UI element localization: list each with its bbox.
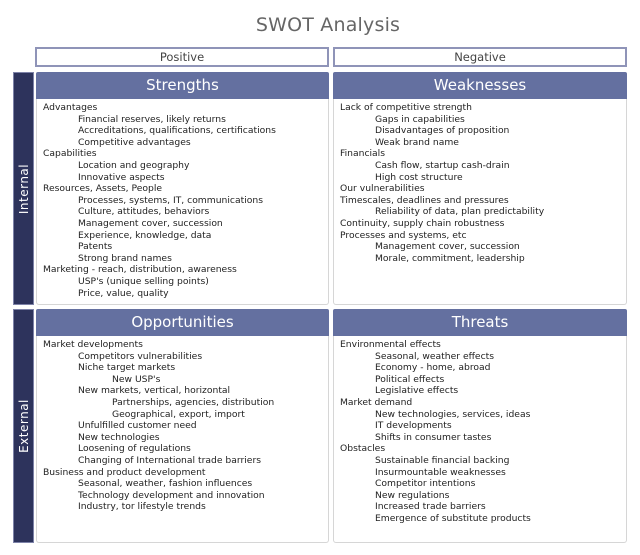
quadrant-strengths-title: Strengths	[36, 72, 329, 99]
list-item: Capabilities	[43, 148, 97, 160]
list-item: Price, value, quality	[78, 287, 169, 299]
list-item: Industry, tor lifestyle trends	[78, 501, 206, 513]
list-item: Our vulnerabilities	[340, 183, 425, 195]
list-item: Cash flow, startup cash-drain	[375, 159, 510, 171]
list-item: Experience, knowledge, data	[78, 229, 212, 241]
diagram-title: SWOT Analysis	[255, 14, 401, 36]
list-item: Obstacles	[340, 443, 386, 455]
list-item: Competitive advantages	[78, 136, 191, 148]
column-header-positive: Positive	[35, 47, 329, 67]
list-item: Loosening of regulations	[78, 443, 191, 455]
list-item: New regulations	[375, 489, 450, 501]
list-item: Increased trade barriers	[375, 501, 486, 513]
list-item: Timescales, deadlines and pressures	[340, 194, 509, 206]
list-item: Resources, Assets, People	[43, 183, 163, 195]
list-item: Geographical, export, import	[112, 408, 245, 420]
list-item: Advantages	[43, 102, 98, 113]
list-item: Seasonal, weather effects	[375, 350, 495, 362]
list-item: Morale, commitment, leadership	[375, 252, 525, 264]
column-header-negative: Negative	[333, 47, 627, 67]
list-item: Business and product development	[43, 466, 206, 478]
quadrant-strengths	[36, 72, 329, 305]
list-item: Economy - home, abroad	[375, 362, 491, 374]
quadrant-opportunities-list	[36, 336, 329, 543]
list-item: New markets, vertical, horizontal	[78, 385, 231, 397]
list-item: Lack of competitive strength	[340, 102, 472, 113]
quadrant-threats	[333, 309, 627, 543]
quadrant-weaknesses	[333, 72, 627, 305]
list-item: Partnerships, agencies, distribution	[112, 396, 275, 408]
list-item: Unfulfilled customer need	[78, 420, 197, 432]
list-item: Weak brand name	[375, 136, 459, 148]
row-label-internal-text: Internal	[16, 163, 31, 214]
row-label-external-text: External	[16, 399, 31, 453]
list-item: New technologies, services, ideas	[375, 408, 531, 420]
list-item: Innovative aspects	[78, 171, 165, 183]
list-item: Competitors vulnerabilities	[78, 350, 203, 362]
list-item: Management cover, succession	[78, 217, 223, 229]
list-item: Processes and systems, etc	[340, 229, 467, 241]
list-item: Processes, systems, IT, communications	[78, 194, 263, 206]
list-item: Disadvantages of proposition	[375, 125, 510, 137]
list-item: Competitor intentions	[375, 478, 476, 490]
list-item: Seasonal, weather, fashion influences	[78, 478, 253, 490]
list-item: High cost structure	[375, 171, 463, 183]
list-item: Financials	[340, 148, 386, 160]
list-item: Reliability of data, plan predictability	[375, 206, 545, 218]
list-item: Changing of International trade barriers	[78, 454, 262, 466]
list-item: Marketing - reach, distribution, awareness	[43, 264, 237, 276]
list-item: Management cover, succession	[375, 241, 520, 253]
list-item: New technologies	[78, 431, 160, 443]
row-label-external	[13, 309, 34, 543]
list-item: Political effects	[375, 373, 445, 385]
quadrant-threats-list	[333, 336, 627, 543]
list-item: Market demand	[340, 396, 413, 408]
list-item: Location and geography	[78, 159, 190, 171]
quadrant-weaknesses-list	[333, 99, 627, 305]
quadrant-opportunities	[36, 309, 329, 543]
quadrant-threats-title: Threats	[333, 309, 627, 336]
list-item: New USP's	[112, 373, 161, 385]
list-item: Environmental effects	[340, 339, 441, 350]
quadrant-weaknesses-title: Weaknesses	[333, 72, 627, 99]
list-item: Patents	[78, 241, 113, 253]
list-item: Market developments	[43, 339, 143, 350]
quadrant-opportunities-title: Opportunities	[36, 309, 329, 336]
list-item: Niche target markets	[78, 362, 176, 374]
list-item: Accreditations, qualifications, certifications	[78, 125, 276, 137]
list-item: Sustainable financial backing	[375, 454, 510, 466]
list-item: Financial reserves, likely returns	[78, 113, 226, 125]
list-item: Insurmountable weaknesses	[375, 466, 506, 478]
row-label-internal	[13, 72, 34, 305]
list-item: USP's (unique selling points)	[78, 275, 209, 287]
quadrant-strengths-list	[36, 99, 329, 305]
list-item: IT developments	[375, 420, 452, 432]
list-item: Shifts in consumer tastes	[375, 431, 492, 443]
list-item: Technology development and innovation	[78, 489, 265, 501]
list-item: Gaps in capabilities	[375, 113, 465, 125]
list-item: Culture, attitudes, behaviors	[78, 206, 210, 218]
list-item: Continuity, supply chain robustness	[340, 217, 505, 229]
list-item: Legislative effects	[375, 385, 459, 397]
list-item: Strong brand names	[78, 252, 172, 264]
list-item: Emergence of substitute products	[375, 512, 531, 524]
